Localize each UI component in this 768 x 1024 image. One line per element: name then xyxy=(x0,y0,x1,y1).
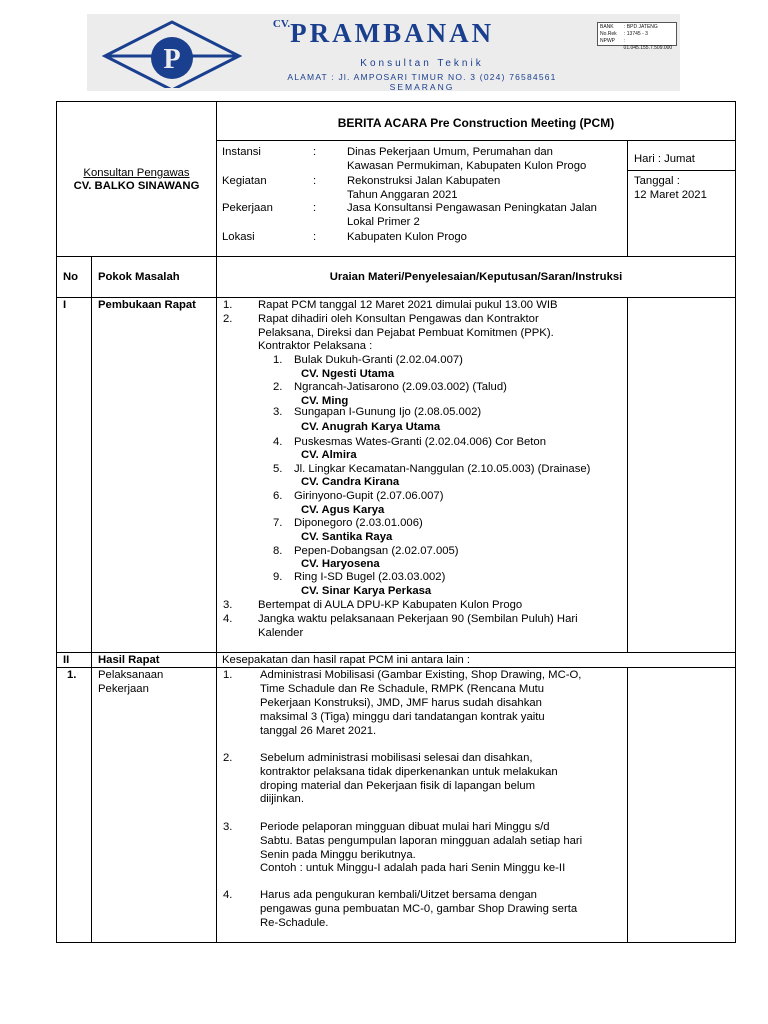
contractor-number: 5. xyxy=(273,463,283,475)
contractor-company: CV. Ming xyxy=(301,395,349,407)
list-item-text: tanggal 26 Maret 2021. xyxy=(260,725,377,737)
company-name: $^{CV.}$PRAMBANAN xyxy=(272,18,495,48)
list-item-text: maksimal 3 (Tiga) minggu dari tandatangan kontrak yaitu xyxy=(260,711,545,723)
field-value-instansi: Dinas Pekerjaan Umum, Perumahan dan xyxy=(347,146,553,158)
contractor-number: 9. xyxy=(273,571,283,583)
list-item-text: Pekerjaan Konstruksi), JMD, JMF harus sudah disahkan xyxy=(260,697,542,709)
list-item-text: Contoh : untuk Minggu-I adalah pada hari Senin Minggu ke-II xyxy=(260,862,566,874)
field-value-kegiatan: Tahun Anggaran 2021 xyxy=(347,189,458,201)
list-item-text: Rapat PCM tanggal 12 Maret 2021 dimulai pukul 13.00 WIB xyxy=(258,299,558,311)
svg-text:P: P xyxy=(163,44,181,75)
section-intro: Kesepakatan dan hasil rapat PCM ini antara lain : xyxy=(222,654,471,666)
contractor-number: 7. xyxy=(273,517,283,529)
contractor-number: 1. xyxy=(273,354,283,366)
section-number: I xyxy=(63,299,67,311)
divider xyxy=(91,256,92,943)
meeting-date-label: Tanggal : xyxy=(634,175,680,187)
contractor-work: Jl. Lingkar Kecamatan-Nanggulan (2.10.05.003) (Drainase) xyxy=(294,463,591,475)
field-label-lokasi: Lokasi xyxy=(222,231,255,243)
contractor-number: 2. xyxy=(273,381,283,393)
divider xyxy=(627,140,628,256)
list-item-text: Administrasi Mobilisasi (Gambar Existing, Shop Drawing, MC-O, xyxy=(260,669,582,681)
field-label-instansi: Instansi xyxy=(222,146,261,158)
contractor-work: Ring I-SD Bugel (2.03.03.002) xyxy=(294,571,446,583)
divider xyxy=(56,297,736,298)
contractor-work: Puskesmas Wates-Granti (2.02.04.006) Cor Beton xyxy=(294,436,546,448)
supervisor-name: CV. BALKO SINAWANG xyxy=(73,180,200,192)
field-value-lokasi: Kabupaten Kulon Progo xyxy=(347,231,467,243)
company-city: SEMARANG xyxy=(389,82,455,92)
field-label-pekerjaan: Pekerjaan xyxy=(222,202,273,214)
contractor-company: CV. Santika Raya xyxy=(301,531,393,543)
list-item-text: Jangka waktu pelaksanaan Pekerjaan 90 (Sembilan Puluh) Hari xyxy=(258,613,578,625)
field-value-pekerjaan: Lokal Primer 2 xyxy=(347,216,420,228)
subsection-number: 1. xyxy=(67,669,77,681)
list-item-text: Bertempat di AULA DPU-KP Kabupaten Kulon Progo xyxy=(258,599,523,611)
list-item-text: Kontraktor Pelaksana : xyxy=(258,340,373,352)
list-item-text: Pelaksana, Direksi dan Pejabat Pembuat Komitmen (PPK). xyxy=(258,327,554,339)
col-header-no: No xyxy=(63,271,79,283)
field-value-pekerjaan: Jasa Konsultansi Pengawasan Peningkatan Jalan xyxy=(347,202,597,214)
contractor-company: CV. Anugrah Karya Utama xyxy=(301,421,441,433)
col-header-detail: Uraian Materi/Penyelesaian/Keputusan/Saran/Instruksi xyxy=(329,271,623,283)
list-item-text: Re-Schadule. xyxy=(260,917,329,929)
supervisor-label: Konsultan Pengawas xyxy=(83,167,190,179)
col-header-topic: Pokok Masalah xyxy=(98,271,180,283)
divider xyxy=(56,256,736,257)
meeting-day: Hari : Jumat xyxy=(634,153,695,165)
list-item-text: pengawas guna pembuatan MC-0, gambar Shop Drawing serta xyxy=(260,903,578,915)
contractor-number: 4. xyxy=(273,436,283,448)
company-address: ALAMAT : Jl. AMPOSARI TIMUR NO. 3 (024) 76584561 xyxy=(287,72,557,82)
contractor-company: CV. Ngesti Utama xyxy=(301,368,395,380)
list-item-text: Sabtu. Batas pengumpulan laporan mingguan adalah setiap hari xyxy=(260,835,583,847)
contractor-number: 8. xyxy=(273,545,283,557)
list-item-text: Sebelum administrasi mobilisasi selesai dan disahkan, xyxy=(260,752,533,764)
contractor-work: Ngrancah-Jatisarono (2.09.03.002) (Talud) xyxy=(294,381,507,393)
contractor-number: 3. xyxy=(273,406,283,418)
contractor-work: Diponegoro (2.03.01.006) xyxy=(294,517,423,529)
contractor-company: CV. Almira xyxy=(301,449,357,461)
list-item-number: 1. xyxy=(223,299,233,311)
contractor-work: Pepen-Dobangsan (2.02.07.005) xyxy=(294,545,459,557)
field-value-kegiatan: Rekonstruksi Jalan Kabupaten xyxy=(347,175,501,187)
list-item-text: kontraktor pelaksana tidak diperkenankan untuk melakukan xyxy=(260,766,558,778)
list-item-text: Harus ada pengukuran kembali/Uitzet bersama dengan xyxy=(260,889,537,901)
list-item-number: 4. xyxy=(223,889,233,901)
contractor-company: CV. Candra Kirana xyxy=(301,476,400,488)
list-item-text: Rapat dihadiri oleh Konsultan Pengawas dan Kontraktor xyxy=(258,313,539,325)
contractor-work: Bulak Dukuh-Granti (2.02.04.007) xyxy=(294,354,463,366)
list-item-number: 3. xyxy=(223,599,233,611)
divider xyxy=(627,667,628,943)
contractor-work: Sungapan I-Gunung Ijo (2.08.05.002) xyxy=(294,406,482,418)
list-item-number: 3. xyxy=(223,821,233,833)
bank-info-box: BANK : BPD JATENG No.Rek : 13745 - 3 NPWP : 01.045.155.7.509.000 xyxy=(597,22,677,46)
field-value-instansi: Kawasan Permukiman, Kabupaten Kulon Progo xyxy=(347,160,587,172)
divider xyxy=(216,256,217,943)
list-item-text: Senin pada Minggu berikutnya. xyxy=(260,849,416,861)
contractor-company: CV. Haryosena xyxy=(301,558,380,570)
list-item-text: Time Schadule dan Re Schadule, RMPK (Rencana Mutu xyxy=(260,683,545,695)
divider xyxy=(216,140,736,141)
subsection-topic: Pekerjaan xyxy=(98,683,149,695)
list-item-number: 1. xyxy=(223,669,233,681)
field-sep: : xyxy=(313,202,317,214)
contractor-company: CV. Agus Karya xyxy=(301,504,385,516)
divider xyxy=(627,170,736,171)
list-item-number: 4. xyxy=(223,613,233,625)
section-number: II xyxy=(63,654,70,666)
list-item-text: Kalender xyxy=(258,627,304,639)
contractor-number: 6. xyxy=(273,490,283,502)
section-topic: Hasil Rapat xyxy=(98,654,160,666)
field-sep: : xyxy=(313,175,317,187)
company-subtitle: Konsultan Teknik xyxy=(360,58,484,69)
contractor-company: CV. Sinar Karya Perkasa xyxy=(301,585,432,597)
field-label-kegiatan: Kegiatan xyxy=(222,175,267,187)
divider xyxy=(56,652,736,653)
contractor-work: Girinyono-Gupit (2.07.06.007) xyxy=(294,490,444,502)
list-item-number: 2. xyxy=(223,313,233,325)
list-item-text: Periode pelaporan mingguan dibuat mulai hari Minggu s/d xyxy=(260,821,550,833)
section-topic: Pembukaan Rapat xyxy=(98,299,196,311)
document-title: BERITA ACARA Pre Construction Meeting (PCM) xyxy=(337,116,615,130)
list-item-number: 2. xyxy=(223,752,233,764)
meeting-date-value: 12 Maret 2021 xyxy=(634,189,707,201)
letterhead xyxy=(87,14,680,91)
list-item-text: diijinkan. xyxy=(260,793,304,805)
field-sep: : xyxy=(313,231,317,243)
field-sep: : xyxy=(313,146,317,158)
divider xyxy=(627,297,628,652)
list-item-text: droping material dan Pekerjaan fisik di lapangan belum xyxy=(260,780,536,792)
subsection-topic: Pelaksanaan xyxy=(98,669,164,681)
